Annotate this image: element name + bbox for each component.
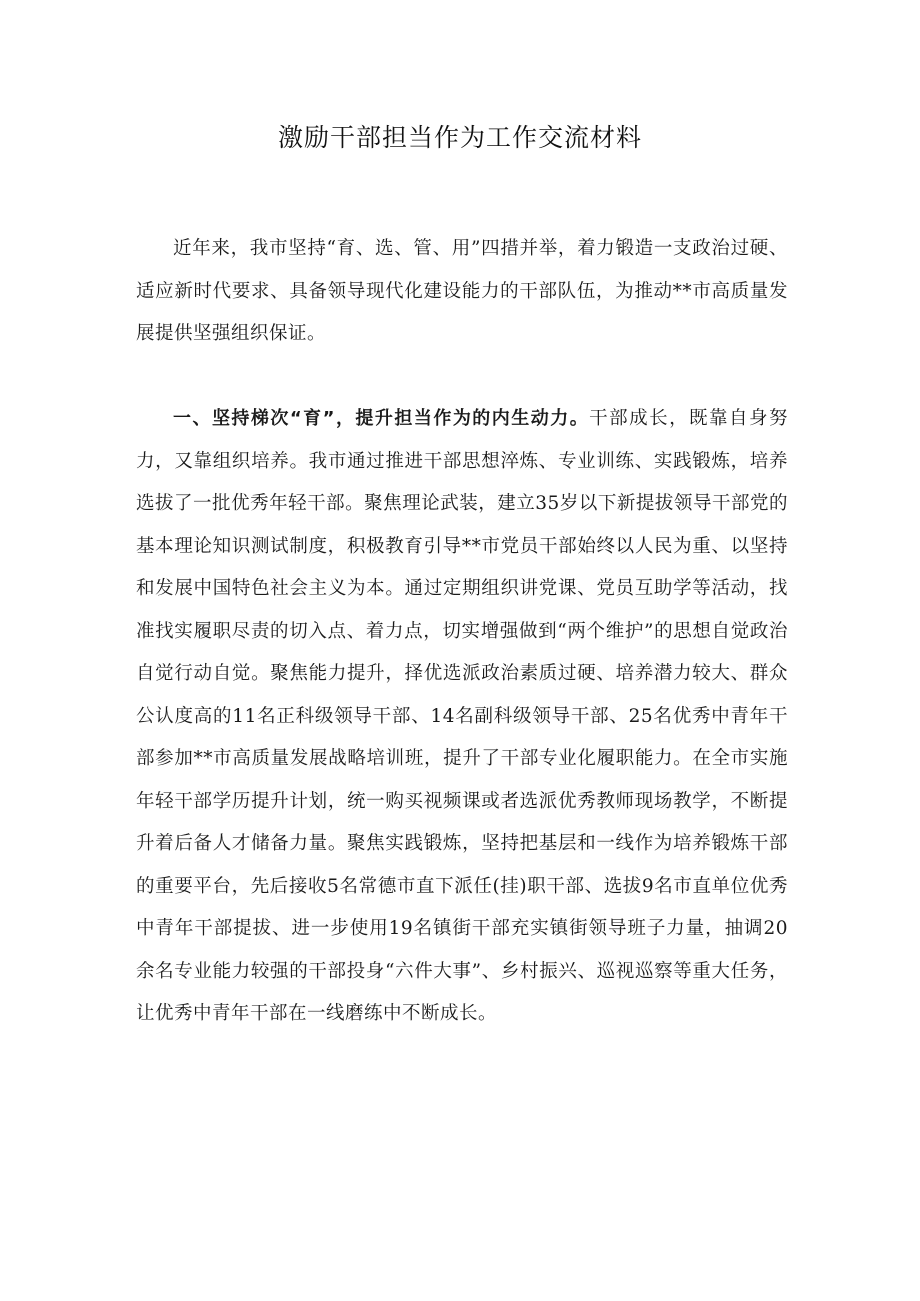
intro-paragraph-text: 近年来，我市坚持“育、选、管、用”四措并举，着力锻造一支政治过硬、适应新时代要求、具备领导现代化建设能力的干部队伍，为推动**市高质量发展提供坚强组织保证。 — [136, 238, 788, 344]
document-title: 激励干部担当作为工作交流材料 — [277, 123, 642, 152]
section-one-paragraph — [136, 398, 788, 1036]
intro-paragraph — [136, 228, 788, 356]
section-one-heading: 一、坚持梯次“育”，提升担当作为的内生动力。 — [173, 408, 590, 429]
section-one-body: 干部成长，既靠自身努力，又靠组织培养。我市通过推进干部思想淬炼、专业训练、实践锻炼，培养选拔了一批优秀年轻干部。聚焦理论武装，建立35岁以下新提拔领导干部党的基本理论知识测试制度，积极教育引导**市党员干部始终以人民为重、以坚持和发展中国特色社会主义为本。通过定期组织讲党课、党员互助学等活动，找准找实履职尽责的切入点、着力点，切实增强做到“两个维护”的思想自觉政治自觉行动自觉。聚焦能力提升，择优选派政治素质过硬、培养潜力较大、群众公认度高的11名正科级领导干部、14名副科级领导干部、25名优秀中青年干部参加**市高质量发展战略培训班，提升了干部专业化履职能力。在全市实施年轻干部学历提升计划，统一购买视频课或者选派优秀教师现场教学，不断提升着后备人才储备力量。聚焦实践锻炼，坚持把基层和一线作为培养锻炼干部的重要平台，先后接收5名常德市直下派任(挂)职干部、选拔9名市直单位优秀中青年干部提拔、进一步使用19名镇街干部充实镇街领导班子力量，抽调20余名专业能力较强的干部投身“六件大事”、乡村振兴、巡视巡察等重大任务，让优秀中青年干部在一线磨练中不断成长。 — [136, 408, 788, 1024]
